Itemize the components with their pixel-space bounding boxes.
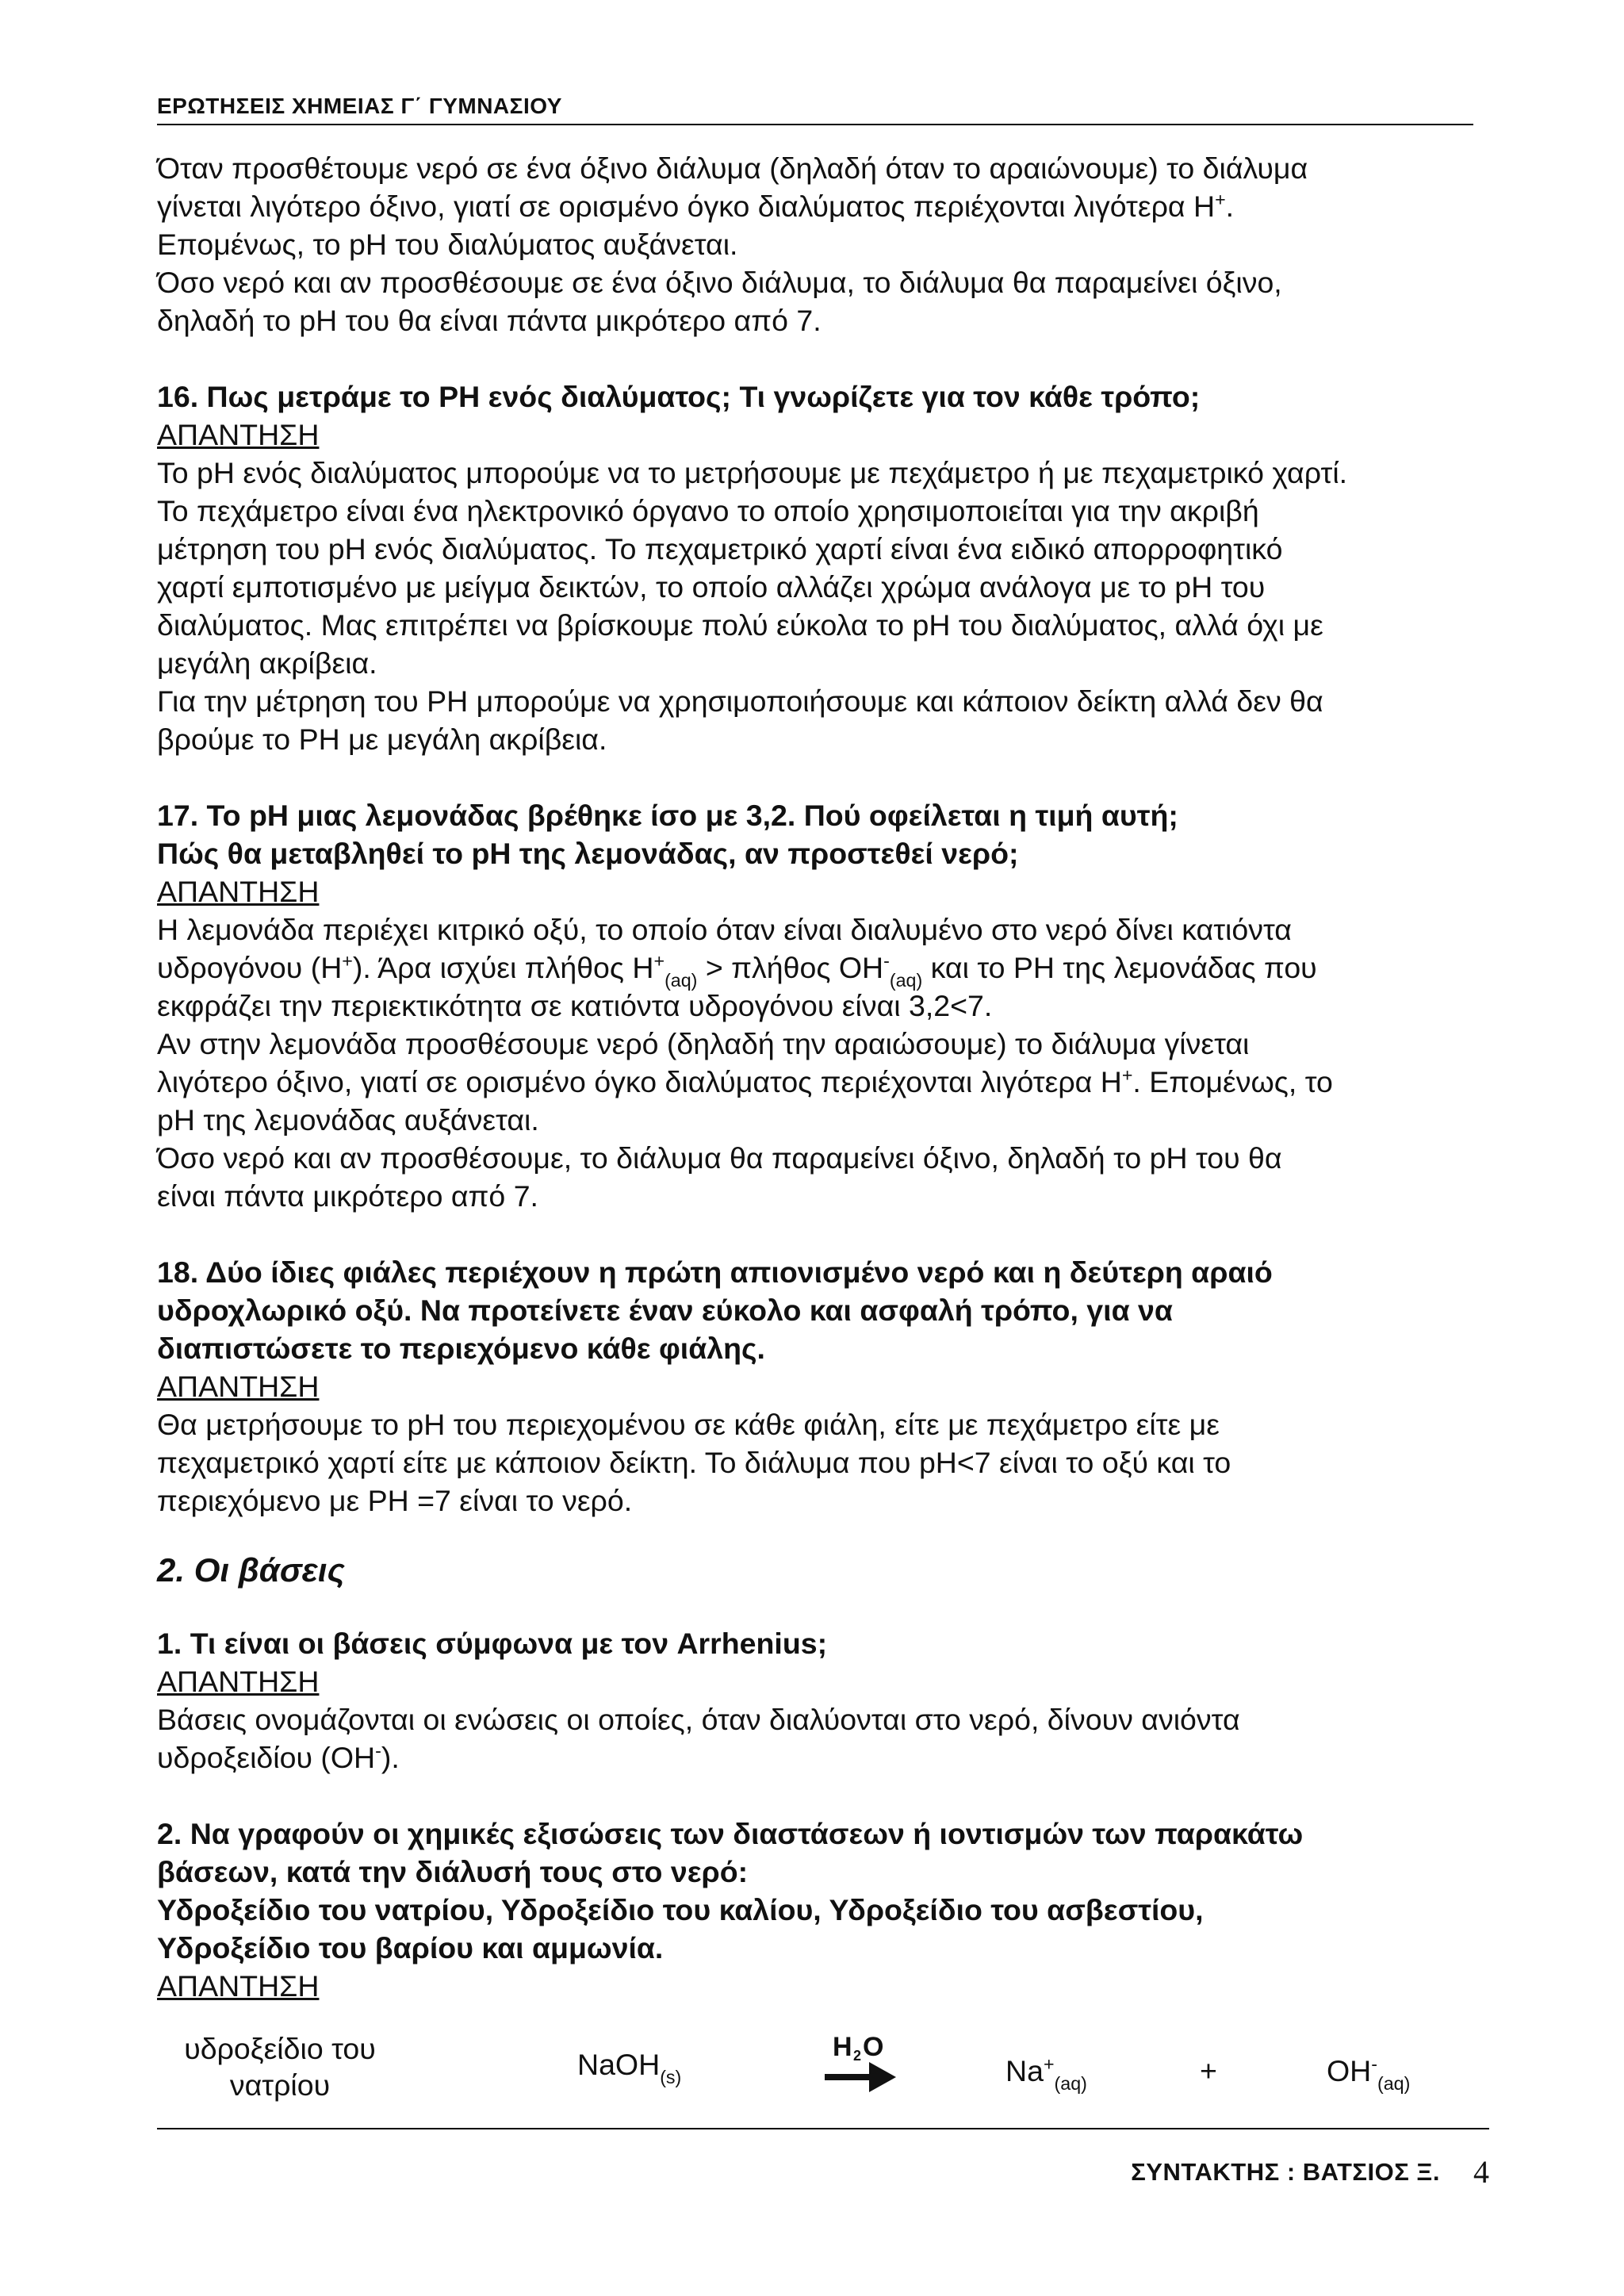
text-run: . Επομένως, το [1132, 1065, 1333, 1098]
arrow-label-o: O [863, 2032, 884, 2062]
spacer [157, 339, 1489, 378]
compound-name-line: υδροξείδιο του [184, 2032, 376, 2065]
answer-label: ΑΠΑΝΤΗΣΗ [157, 1665, 320, 1698]
subscript: (aq) [1377, 2072, 1411, 2094]
subscript: (s) [660, 2066, 682, 2087]
answer-line: εκφράζει την περιεκτικότητα σε κατιόντα υδρογόνου είναι 3,2<7. [157, 989, 993, 1022]
text-run: ). [381, 1741, 400, 1774]
question-bases-1: 1. Τι είναι οι βάσεις σύμφωνα με τον Arrhenius; [157, 1627, 828, 1660]
formula: OH [1327, 2054, 1372, 2087]
answer-label: ΑΠΑΝΤΗΣΗ [157, 1969, 320, 2003]
superscript: - [375, 1740, 381, 1761]
answer-line [157, 949, 1489, 991]
arrow-label-subscript: 2 [853, 2048, 862, 2064]
answer-line [157, 1063, 1489, 1101]
question-bases-2: βάσεων, κατά την διάλυσή τους στο νερό: [157, 1855, 749, 1888]
answer-line: χαρτί εμποτισμένο με μείγμα δεικτών, το οποίο αλλάζει χρώμα ανάλογα με το pH του [157, 570, 1266, 604]
superscript: + [1215, 189, 1226, 210]
answer-line [157, 1738, 1489, 1777]
compound-name-line: νατρίου [229, 2068, 331, 2102]
superscript: + [1043, 2053, 1055, 2075]
intro-line: Όταν προσθέτουμε νερό σε ένα όξινο διάλυμα (δηλαδή όταν το αραιώνουμε) το διάλυμα [157, 151, 1308, 185]
answer-line: Όσο νερό και αν προσθέσουμε, το διάλυμα θα παραμείνει όξινο, δηλαδή το pH του θα [157, 1141, 1282, 1175]
arrow-label-h: H [833, 2032, 852, 2062]
spacer [157, 1777, 1489, 1815]
text-run: υδροξειδίου (OH [157, 1741, 376, 1774]
superscript: + [653, 950, 665, 972]
question-17: Πώς θα μεταβληθεί το pH της λεμονάδας, αν προστεθεί νερό; [157, 837, 1019, 870]
reactant [577, 2048, 682, 2087]
question-16: 16. Πως μετράμε το PH ενός διαλύματος; Τι γνωρίζετε για τον κάθε τρόπο; [157, 380, 1201, 413]
answer-line: πεχαμετρικό χαρτί είτε με κάποιον δείκτη. Το διάλυμα που pH<7 είναι το οξύ και το [157, 1446, 1231, 1479]
header-title: ΕΡΩΤΗΣΕΙΣ ΧΗΜΕΙΑΣ Γ΄ ΓΥΜΝΑΣΙΟΥ [157, 94, 562, 118]
question-18: 18. Δύο ίδιες φιάλες περιέχουν η πρώτη απιονισμένο νερό και η δεύτερη αραιό [157, 1255, 1273, 1289]
section-title: 2. Οι βάσεις [157, 1551, 345, 1589]
question-bases-2: Υδροξείδιο του βαρίου και αμμωνία. [157, 1931, 664, 1964]
text-run: λιγότερο όξινο, γιατί σε ορισμένο όγκο διαλύματος περιέχονται λιγότερα H [157, 1065, 1122, 1098]
reaction-arrow-icon [823, 2030, 902, 2102]
formula: NaOH [577, 2048, 661, 2081]
compound-name [157, 2030, 403, 2103]
answer-label: ΑΠΑΝΤΗΣΗ [157, 1370, 320, 1403]
text-run: ). Άρα ισχύει πλήθος H [352, 951, 654, 984]
page-footer [157, 2128, 1489, 2190]
question-18: υδροχλωρικό οξύ. Να προτείνετε έναν εύκολο και ασφαλή τρόπο, για να [157, 1294, 1173, 1327]
subscript: (aq) [1054, 2072, 1087, 2094]
plus-sign: + [1200, 2054, 1217, 2087]
answer-line: μεγάλη ακρίβεια. [157, 646, 377, 680]
page-number: 4 [1473, 2154, 1489, 2190]
intro-line [157, 187, 1489, 225]
intro-line: Όσο νερό και αν προσθέσουμε σε ένα όξινο διάλυμα, το διάλυμα θα παραμείνει όξινο, [157, 266, 1282, 299]
product-anion [1327, 2053, 1411, 2094]
answer-label: ΑΠΑΝΤΗΣΗ [157, 418, 320, 451]
question-18: διαπιστώσετε το περιεχόμενο κάθε φιάλης. [157, 1332, 765, 1365]
superscript: - [883, 950, 890, 972]
answer-line: Θα μετρήσουμε το pH του περιεχομένου σε κάθε φιάλη, είτε με πεχάμετρο είτε με [157, 1408, 1220, 1441]
answer-line: pH της λεμονάδας αυξάνεται. [157, 1103, 539, 1137]
spacer [157, 1589, 1489, 1624]
question-bases-2: Υδροξείδιο του νατρίου, Υδροξείδιο του καλίου, Υδροξείδιο του ασβεστίου, [157, 1893, 1204, 1926]
superscript: + [342, 950, 353, 972]
superscript: + [1121, 1064, 1133, 1086]
text-run: > πλήθος OH [697, 951, 884, 984]
subscript: (aq) [889, 969, 923, 991]
spacer [157, 1215, 1489, 1253]
spacer [157, 758, 1489, 796]
intro-line: δηλαδή το pH του θα είναι πάντα μικρότερο από 7. [157, 304, 822, 337]
answer-line: Αν στην λεμονάδα προσθέσουμε νερό (δηλαδή την αραιώσουμε) το διάλυμα γίνεται [157, 1027, 1250, 1060]
footer-author: ΣΥΝΤΑΚΤΗΣ : ΒΑΤΣΙΟΣ Ξ. [1131, 2158, 1440, 2186]
chemical-equation [157, 2030, 1489, 2125]
answer-line: Βάσεις ονομάζονται οι ενώσεις οι οποίες, όταν διαλύονται στο νερό, δίνουν ανιόντα [157, 1703, 1240, 1736]
text-run: και το PH της λεμονάδας που [922, 951, 1317, 984]
answer-line: Η λεμονάδα περιέχει κιτρικό οξύ, το οποίο όταν είναι διαλυμένο στο νερό δίνει κατιόντα [157, 913, 1292, 946]
question-bases-2: 2. Να γραφούν οι χημικές εξισώσεις των διαστάσεων ή ιοντισμών των παρακάτω [157, 1817, 1304, 1850]
text-run: υδρογόνου (H [157, 951, 343, 984]
formula: Na [1005, 2054, 1044, 2087]
answer-line: μέτρηση του pH ενός διαλύματος. Το πεχαμετρικό χαρτί είναι ένα ειδικό απορροφητικό [157, 532, 1283, 565]
answer-line: Το πεχάμετρο είναι ένα ηλεκτρονικό όργανο το οποίο χρησιμοποιείται για την ακριβή [157, 494, 1259, 527]
answer-line: βρούμε το PH με μεγάλη ακρίβεια. [157, 723, 607, 756]
answer-line: είναι πάντα μικρότερο από 7. [157, 1179, 538, 1213]
spacer [157, 1520, 1489, 1551]
text-run: . [1225, 190, 1235, 223]
answer-line: περιεχόμενο με PH =7 είναι το νερό. [157, 1484, 633, 1517]
superscript: - [1371, 2053, 1377, 2075]
answer-line: Το pH ενός διαλύματος μπορούμε να το μετρήσουμε με πεχάμετρο ή με πεχαμετρικό χαρτί. [157, 456, 1348, 489]
page-header [157, 94, 1473, 125]
intro-line: Επομένως, το pH του διαλύματος αυξάνεται. [157, 228, 738, 261]
page-content [157, 149, 1489, 2005]
question-17: 17. Το pH μιας λεμονάδας βρέθηκε ίσο με 3,2. Πού οφείλεται η τιμή αυτή; [157, 799, 1178, 832]
subscript: (aq) [665, 969, 698, 991]
answer-line: διαλύματος. Μας επιτρέπει να βρίσκουμε πολύ εύκολα το pH του διαλύματος, αλλά όχι με [157, 608, 1323, 642]
text-run: γίνεται λιγότερο όξινο, γιατί σε ορισμένο όγκο διαλύματος περιέχονται λιγότερα H [157, 190, 1216, 223]
answer-line: Για την μέτρηση του PH μπορούμε να χρησιμοποιήσουμε και κάποιον δείκτη αλλά δεν θα [157, 684, 1323, 718]
answer-label: ΑΠΑΝΤΗΣΗ [157, 875, 320, 908]
product-cation [1005, 2053, 1087, 2094]
